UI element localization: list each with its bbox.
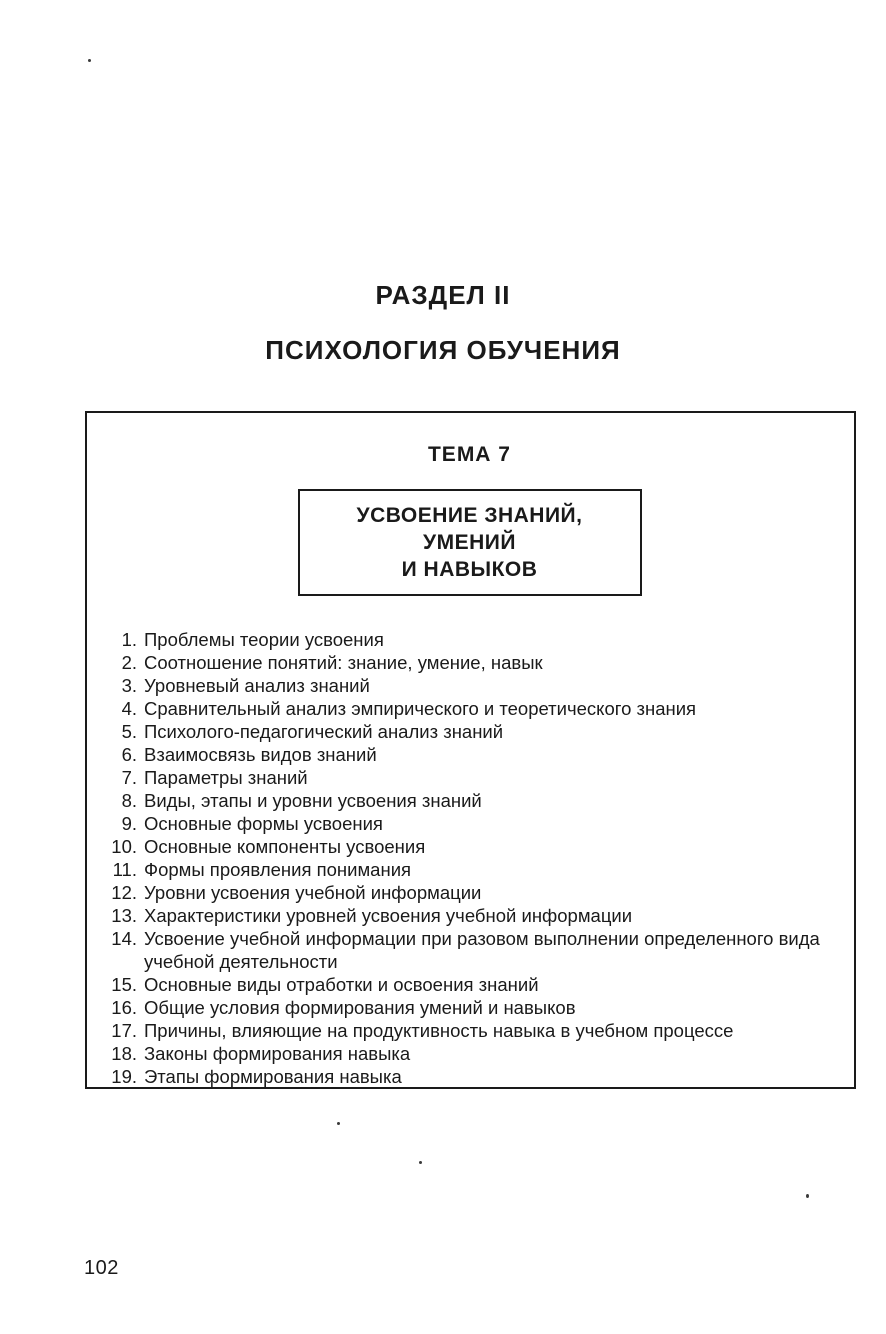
list-item-text: Психолого-педагогический анализ знаний [144, 721, 504, 742]
section-subtitle: ПСИХОЛОГИЯ ОБУЧЕНИЯ [265, 335, 621, 365]
list-item-number: 12. [111, 882, 137, 903]
list-item-number: 11. [112, 859, 137, 880]
topic-title-line: И НАВЫКОВ [401, 558, 538, 581]
list-item-text: Основные формы усвоения [144, 813, 383, 834]
list-item-number: 18. [111, 1043, 137, 1064]
list-item [101, 881, 838, 904]
list-item [101, 766, 838, 789]
list-item-text: Законы формирования навыка [144, 1043, 411, 1064]
list-item-number: 5. [121, 721, 137, 742]
list-item [101, 996, 838, 1019]
list-item [101, 651, 838, 674]
list-item [101, 812, 838, 835]
list-item-text: Проблемы теории усвоения [144, 629, 384, 650]
list-item-text: Основные виды отработки и освоения знаний [144, 974, 539, 995]
list-item [101, 789, 838, 812]
list-item-text: Причины, влияющие на продуктивность навыка в учебном процессе [144, 1020, 734, 1041]
list-item-text: Этапы формирования навыка [144, 1066, 402, 1087]
list-item-text: Формы проявления понимания [144, 859, 412, 880]
list-item-number: 9. [121, 813, 137, 834]
section-title: РАЗДЕЛ II [375, 280, 511, 310]
list-item-number: 13. [111, 905, 137, 926]
list-item-text: Уровни усвоения учебной информации [144, 882, 482, 903]
list-item [101, 1042, 838, 1065]
list-item-number: 1. [121, 629, 137, 650]
list-item-text: Основные компоненты усвоения [144, 836, 426, 857]
page-number: 102 [84, 1257, 119, 1279]
list-item-number: 3. [121, 675, 137, 696]
topic-outer-box [85, 411, 856, 1089]
list-item [101, 835, 838, 858]
list-item-number: 7. [121, 767, 137, 788]
scan-speck [419, 1161, 422, 1164]
list-item-text: Общие условия формирования умений и навыков [144, 997, 576, 1018]
list-item-number: 10. [111, 836, 137, 857]
list-item [101, 743, 838, 766]
list-item-number: 14. [111, 928, 137, 949]
list-item [101, 927, 838, 973]
list-item [101, 697, 838, 720]
scan-speck [806, 1194, 809, 1198]
scan-speck [337, 1122, 340, 1125]
list-item-number: 8. [121, 790, 137, 811]
list-item-number: 2. [121, 652, 137, 673]
list-item-text: Параметры знаний [144, 767, 308, 788]
topic-title-line: УМЕНИЙ [423, 531, 516, 554]
list-item-number: 19. [111, 1066, 137, 1087]
topic-title-line: УСВОЕНИЕ ЗНАНИЙ, [356, 504, 583, 527]
list-item-text: Уровневый анализ знаний [144, 675, 370, 696]
list-item [101, 628, 838, 651]
list-item [101, 1065, 838, 1088]
list-item-text: Виды, этапы и уровни усвоения знаний [144, 790, 482, 811]
list-item [101, 858, 838, 881]
list-item-text: Усвоение учебной информации при разовом выполнении определенного вида учебной деятельности [144, 928, 820, 972]
list-item-text: Взаимосвязь видов знаний [144, 744, 377, 765]
list-item-text: Сравнительный анализ эмпирического и теоретического знания [144, 698, 697, 719]
list-item-text: Соотношение понятий: знание, умение, навык [144, 652, 543, 673]
topic-title-box [298, 489, 642, 596]
list-item [101, 674, 838, 697]
list-item-number: 15. [111, 974, 137, 995]
list-item-number: 4. [121, 698, 137, 719]
list-item [101, 1019, 838, 1042]
topic-label: ТЕМА 7 [427, 443, 511, 466]
list-item-number: 17. [111, 1020, 137, 1041]
list-item [101, 904, 838, 927]
scan-speck [88, 59, 91, 62]
topic-list [101, 628, 838, 1088]
list-item-number: 6. [121, 744, 137, 765]
list-item-number: 16. [111, 997, 137, 1018]
list-item [101, 720, 838, 743]
list-item-text: Характеристики уровней усвоения учебной информации [144, 905, 633, 926]
list-item [101, 973, 838, 996]
